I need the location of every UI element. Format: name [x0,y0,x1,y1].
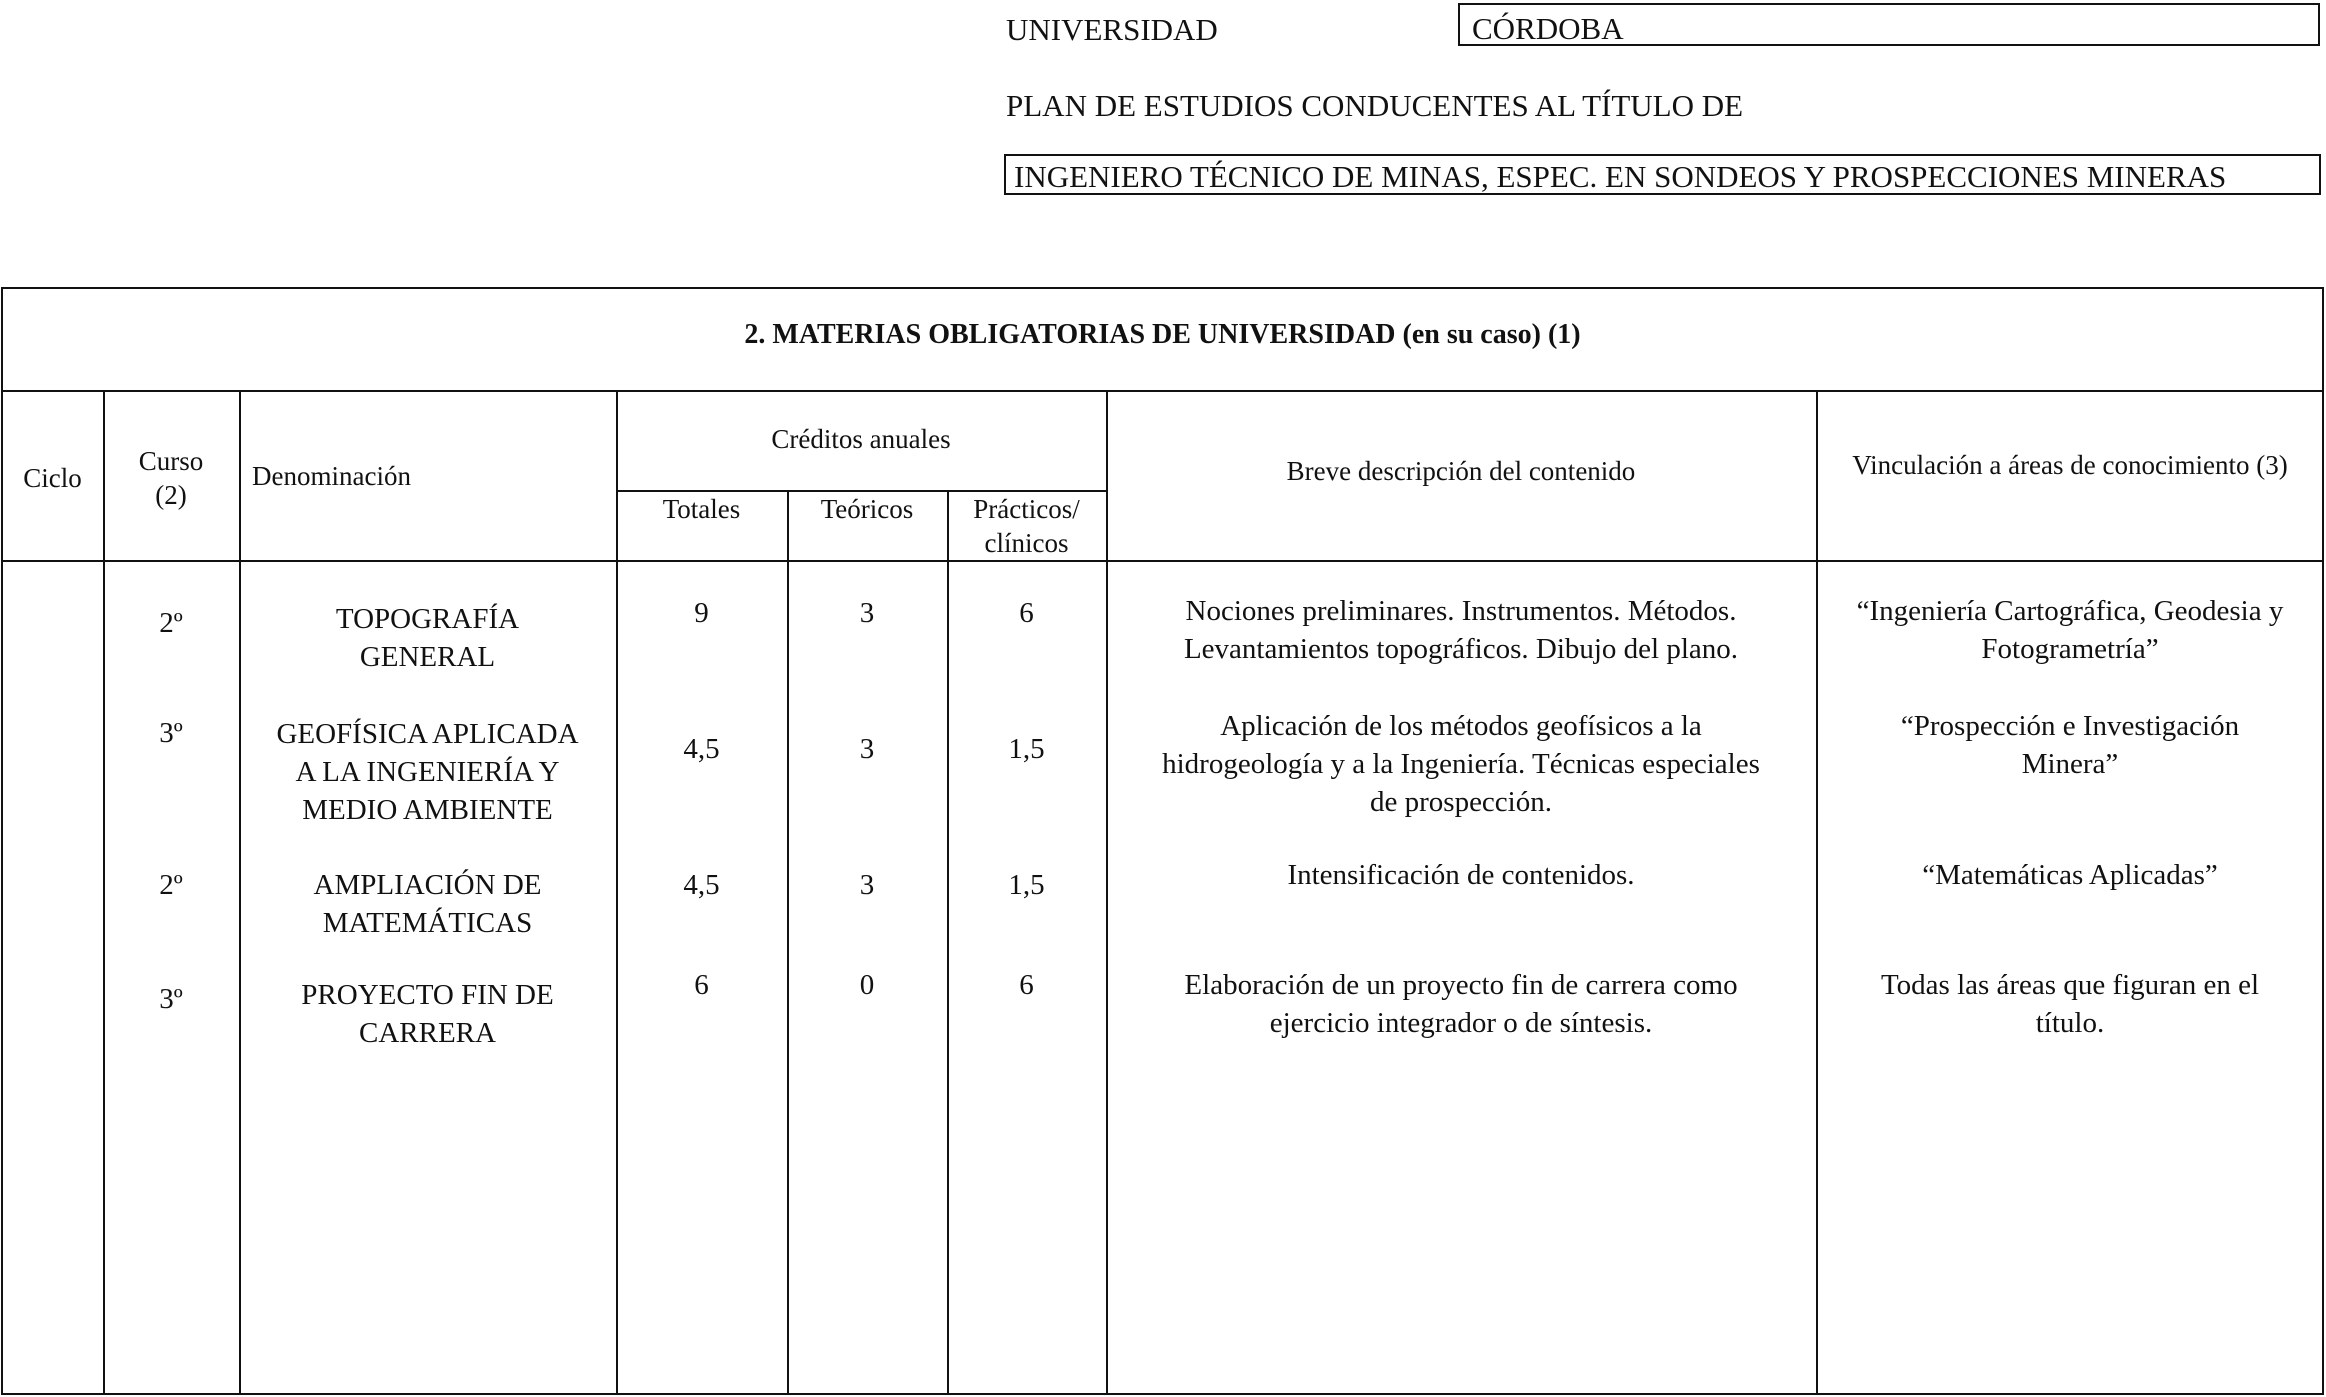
header-practicos: Prácticos/ [973,494,1080,524]
plan-label: PLAN DE ESTUDIOS CONDUCENTES AL TÍTULO DE [1006,88,1744,123]
header-divider [1,560,2324,562]
row2-denominacion-line: A LA INGENIERÍA Y [295,756,560,788]
universidad-label: UNIVERSIDAD [1006,12,1218,47]
row2-descripcion [1106,707,1816,821]
row4-descripcion [1106,966,1816,1042]
row1-denominacion-line: GENERAL [359,641,496,673]
row2-teoricos: 3 [859,733,875,765]
table-title: 2. MATERIAS OBLIGATORIAS DE UNIVERSIDAD (en su caso) (1) [744,319,1581,350]
title-divider [1,390,2324,392]
header-totales: Totales [662,494,741,524]
row2-curso: 3º [159,717,183,749]
row3-curso: 2º [159,869,183,901]
header-ciclo: Ciclo [23,463,82,493]
row1-practicos: 6 [1019,597,1034,629]
row2-vinculacion [1816,707,2324,783]
row3-denominacion-line: AMPLIACIÓN DE [313,869,542,901]
row1-vinculacion-line: “Ingeniería Cartográfica, Geodesia y [1856,595,2284,627]
row4-vinculacion-line: título. [2035,1007,2105,1039]
header-creditos: Créditos anuales [771,424,951,454]
row1-vinculacion [1816,592,2324,668]
header-curso-note: (2) [155,480,187,510]
universidad-value: CÓRDOBA [1472,11,1624,46]
row2-denominacion [239,715,616,829]
header-curso: Curso [138,446,204,476]
row1-descripcion-line: Nociones preliminares. Instrumentos. Métodos. [1185,595,1737,627]
row1-teoricos: 3 [859,597,875,629]
row2-descripcion-line: de prospección. [1370,786,1552,818]
universidad-field [1458,3,2320,46]
row2-descripcion-line: Aplicación de los métodos geofísicos a la [1220,710,1702,742]
row4-teoricos: 0 [859,969,875,1001]
row1-descripcion-line: Levantamientos topográficos. Dibujo del plano. [1183,633,1739,665]
row4-denominacion-line: CARRERA [359,1017,496,1049]
row2-denominacion-line: GEOFÍSICA APLICADA [276,718,579,750]
row3-vinculacion-line: “Matemáticas Aplicadas” [1922,859,2218,891]
header-teoricos: Teóricos [820,494,914,524]
row4-denominacion [239,976,616,1052]
row4-vinculacion-line: Todas las áreas que figuran en el [1880,969,2260,1001]
header-descripcion: Breve descripción del contenido [1286,456,1636,486]
row1-totales: 9 [694,597,709,629]
row3-descripcion-line: Intensificación de contenidos. [1287,859,1635,891]
row2-denominacion-line: MEDIO AMBIENTE [302,794,553,826]
row4-curso: 3º [159,983,183,1015]
row4-descripcion-line: Elaboración de un proyecto fin de carrera como [1184,969,1738,1001]
row1-denominacion-line: TOPOGRAFÍA [335,603,520,635]
row3-practicos: 1,5 [1008,869,1045,901]
header-clinicos: clínicos [984,528,1069,558]
row4-descripcion-line: ejercicio integrador o de síntesis. [1269,1007,1653,1039]
row3-descripcion [1106,856,1816,894]
row3-vinculacion [1816,856,2324,894]
row1-denominacion [239,600,616,676]
row2-vinculacion-line: Minera” [2021,748,2119,780]
row4-practicos: 6 [1019,969,1034,1001]
row4-totales: 6 [694,969,709,1001]
row2-vinculacion-line: “Prospección e Investigación [1900,710,2240,742]
row2-practicos: 1,5 [1008,733,1045,765]
row1-descripcion [1106,592,1816,668]
row3-totales: 4,5 [683,869,720,901]
row3-denominacion [239,866,616,942]
header-vinculacion: Vinculación a áreas de conocimiento (3) [1852,450,2288,480]
titulo-value: INGENIERO TÉCNICO DE MINAS, ESPEC. EN SONDEOS Y PROSPECCIONES MINERAS [1014,159,2227,194]
row4-denominacion-line: PROYECTO FIN DE [301,979,554,1011]
row2-descripcion-line: hidrogeología y a la Ingeniería. Técnicas especiales [1162,748,1760,780]
row1-vinculacion-line: Fotogrametría” [1981,633,2159,665]
row2-totales: 4,5 [683,733,720,765]
header-denominacion: Denominación [252,461,411,491]
row1-curso: 2º [159,607,183,639]
row3-denominacion-line: MATEMÁTICAS [322,907,533,939]
row4-vinculacion [1816,966,2324,1042]
row3-teoricos: 3 [859,869,875,901]
titulo-field [1004,154,2321,195]
